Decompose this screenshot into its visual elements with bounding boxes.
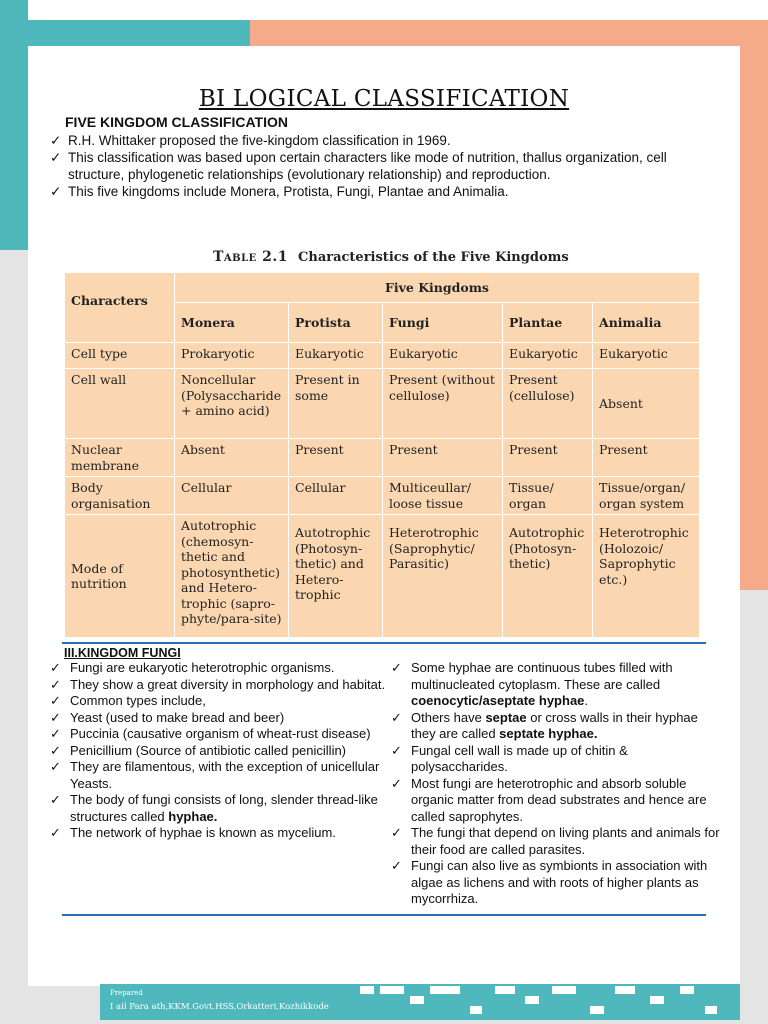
check-icon: ✓	[391, 660, 402, 675]
table-row: Mode of nutrition Autotrophic (chemosyn-thetic and photosynthetic) and Hetero-trophic (sapro-phyte/para-site) Autotrophic (Photosyn-thetic) and Hetero-trophic Heterotrophic (Saprophytic/ Parasitic) Autotrophic (Photosyn-thetic) Heterotrophic (Holozoic/ Saprophytic etc.)	[65, 515, 700, 638]
check-icon: ✓	[50, 693, 61, 708]
decor-tile	[410, 996, 424, 1004]
check-icon: ✓	[391, 709, 402, 725]
fungi-list-right	[391, 660, 721, 908]
check-icon: ✓	[391, 775, 402, 791]
table-header-five-kingdoms: Five Kingdoms	[175, 273, 700, 303]
decor-tile	[705, 1006, 717, 1014]
list-item: ✓ Fungi are eukaryotic heterotrophic organisms.	[50, 660, 335, 675]
table-header-kingdom: Animalia	[593, 303, 700, 343]
table-header-characters: Characters	[65, 273, 175, 343]
page-title: BI LOGICAL CLASSIFICATION	[198, 86, 570, 112]
divider	[62, 642, 706, 644]
list-item: ✓ This five kingdoms include Monera, Protista, Fungi, Plantae and Animalia.	[50, 184, 509, 199]
fungi-list-left	[50, 660, 390, 842]
check-icon: ✓	[50, 133, 62, 148]
list-item: ✓ The network of hyphae is known as mycelium.	[50, 825, 336, 840]
kingdom-table	[64, 272, 700, 638]
decor-tile	[470, 1006, 482, 1014]
list-item: ✓ Fungal cell wall is made up of chitin & polysaccharides.	[391, 742, 628, 774]
check-icon: ✓	[50, 742, 61, 758]
intro-list	[50, 132, 690, 200]
decor-tile	[495, 986, 515, 994]
decor-tile	[552, 986, 576, 994]
list-item: ✓ They show a great diversity in morphology and habitat.	[50, 676, 386, 692]
check-icon: ✓	[50, 792, 61, 807]
table-row: Cell wall Noncellular (Polysaccharide + amino acid) Present in some Present (without cellulose) Present (cellulose) Absent	[65, 369, 700, 439]
decor-tile	[590, 1006, 604, 1014]
list-item: ✓ The fungi that depend on living plants and animals for their food are called parasites.	[391, 825, 720, 857]
document-page	[28, 46, 740, 986]
list-item: ✓ Common types include,	[50, 693, 206, 708]
decor-tile	[525, 996, 539, 1004]
table-header-kingdom: Protista	[289, 303, 383, 343]
check-icon: ✓	[391, 858, 402, 873]
table-header-kingdom: Plantae	[503, 303, 593, 343]
check-icon: ✓	[50, 759, 61, 774]
section-heading-fungi: III.KINGDOM FUNGI	[64, 646, 181, 660]
decor-tile	[650, 996, 664, 1004]
divider	[62, 914, 706, 916]
decor-tile	[430, 986, 460, 994]
decor-tile	[380, 986, 404, 994]
list-item: ✓ Yeast (used to make bread and beer)	[50, 709, 285, 725]
check-icon: ✓	[50, 150, 62, 165]
table-header-kingdom: Monera	[175, 303, 289, 343]
list-item: ✓ Some hyphae are continuous tubes filled with multinucleated cytoplasm. These are called coenocytic/aseptate hyphae.	[391, 660, 673, 708]
decor-tile	[680, 986, 694, 994]
check-icon: ✓	[391, 825, 402, 840]
table-row: Body organisation Cellular Cellular Multiceullar/ loose tissue Tissue/ organ Tissue/organ/ organ system	[65, 477, 700, 515]
decor-tile	[615, 986, 635, 994]
table-row: Cell type Prokaryotic Eukaryotic Eukaryotic Eukaryotic Eukaryotic	[65, 343, 700, 369]
check-icon: ✓	[50, 676, 61, 692]
footer-author-line: I ail Para ath,KKM.Govt.HSS,Orkatteri,Kozhikkode	[110, 1002, 329, 1012]
table-row: Nuclear membrane Absent Present Present Present Present	[65, 439, 700, 477]
check-icon: ✓	[391, 742, 402, 758]
list-item: ✓ R.H. Whittaker proposed the five-kingdom classification in 1969.	[50, 133, 451, 148]
list-item: ✓ Most fungi are heterotrophic and absorb soluble organic matter from dead substrates and hence are called saprophytes.	[391, 775, 707, 824]
check-icon: ✓	[50, 660, 61, 675]
list-item: ✓ Penicillium (Source of antibiotic called penicillin)	[50, 742, 347, 758]
decor-top-strip	[28, 0, 768, 20]
list-item: ✓ They are filamentous, with the exception of unicellular Yeasts.	[50, 759, 380, 791]
check-icon: ✓	[50, 825, 61, 840]
decor-tile	[360, 986, 374, 994]
check-icon: ✓	[50, 184, 62, 199]
table-header-kingdom: Fungi	[383, 303, 503, 343]
list-item: ✓ Puccinia (causative organism of wheat-rust disease)	[50, 726, 371, 741]
list-item: ✓ The body of fungi consists of long, slender thread-like structures called hyphae.	[50, 792, 378, 824]
section-heading: FIVE KINGDOM CLASSIFICATION	[65, 114, 288, 130]
footer-prepared-label: Prepared	[110, 989, 143, 997]
check-icon: ✓	[50, 726, 61, 741]
check-icon: ✓	[50, 709, 61, 725]
table-caption: Table 2.1 Characteristics of the Five Kingdoms	[213, 249, 569, 265]
list-item: ✓ Fungi can also live as symbionts in association with algae as lichens and with roots of higher plants as mycorrhiza.	[391, 858, 708, 906]
list-item: ✓ This classification was based upon certain characters like mode of nutrition, thallus organization, cell structure, phylogenetic relationships (evolutionary relationship) and reproduction.	[50, 150, 667, 182]
list-item: ✓ Others have septae or cross walls in their hyphae they are called septate hyphae.	[391, 709, 698, 741]
